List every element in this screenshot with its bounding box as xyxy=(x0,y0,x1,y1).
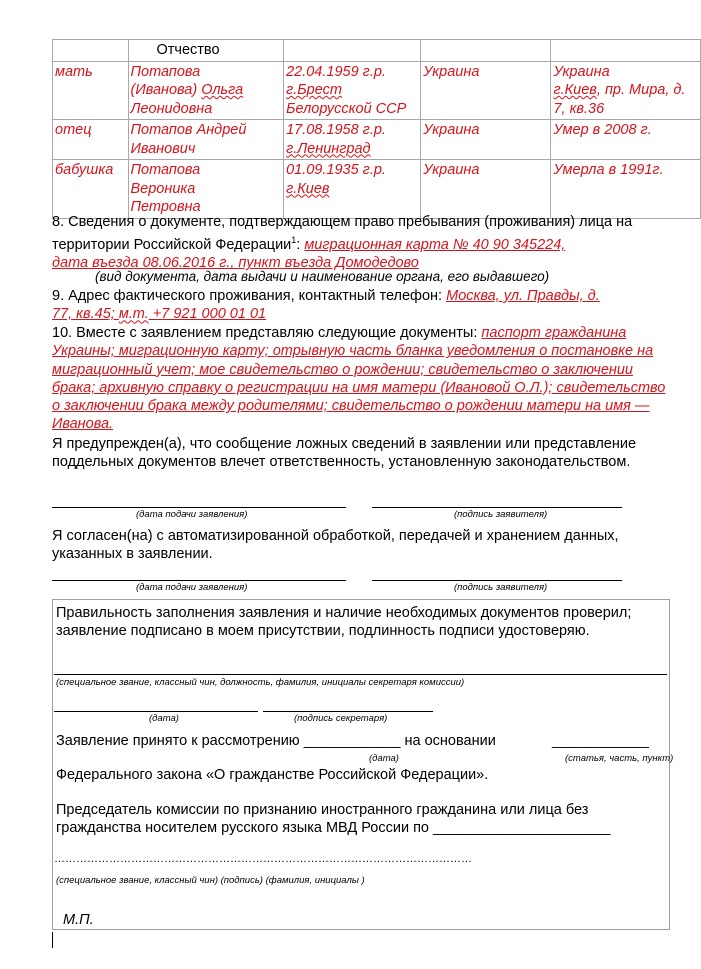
accepted-text: Заявление принято к рассмотрению ____________ на основании xyxy=(56,733,496,749)
address-line: 7, кв.36 xyxy=(553,100,605,117)
dob-line: 22.04.1959 г.р. xyxy=(286,63,386,80)
name-line: Потапова xyxy=(130,63,201,80)
stamp-place: М.П. xyxy=(63,912,94,928)
relation-cell: бабушка xyxy=(53,160,129,219)
accepted-blank: ____________ xyxy=(552,733,649,749)
colon: : xyxy=(296,237,305,254)
header-patronymic: Отчество xyxy=(128,40,284,62)
signature-line xyxy=(372,507,622,508)
section-9 xyxy=(52,287,692,324)
caption-date-small: (дата) xyxy=(369,753,399,764)
relation-cell: отец xyxy=(53,120,129,160)
caption-applicant-sign: (подпись заявителя) xyxy=(454,509,548,520)
caption-chair-details: (специальное звание, классный чин) (подпись) (фамилия, инициалы ) xyxy=(56,875,365,886)
section-8-hint: (вид документа, дата выдачи и наименование органа, его выдавшего) xyxy=(95,269,550,284)
dob-line: 17.08.1958 г.р. xyxy=(286,122,386,138)
caption-applicant-sign: (подпись заявителя) xyxy=(454,582,548,593)
chair-line: гражданства носителем русского языка МВД России по ______________________ xyxy=(56,820,611,837)
section-9-text: 9. Адрес фактического проживания, контактный телефон: xyxy=(52,288,447,304)
name-line: Иванович xyxy=(130,140,196,157)
dob-line: г.Киев xyxy=(286,180,330,197)
warning-text: Я предупрежден(а), что сообщение ложных сведений в заявлении или представление поддельных документов влечет ответственность, установленную законодательством. xyxy=(52,436,637,471)
name-line: (Иванова) xyxy=(130,82,202,98)
chair-line: Председатель комиссии по признанию иностранного гражданина или лица без xyxy=(56,802,589,818)
documents-list: паспорт гражданина Украины; миграционную карту; отрывную часть бланка уведомления о постановке на миграционный учет; мое свидетельство о рождении; свидетельство о заключении брака; архивную справку о регистрации на имя матери (Ивановой О.Л.); свидетельство о заключении брака между родителями; свидетельство о рождении матери на имя — Иванова. xyxy=(52,325,666,433)
date-line xyxy=(54,711,258,712)
name-line: Вероника xyxy=(130,180,196,197)
caption-secretary-sign: (подпись секретаря) xyxy=(294,713,388,724)
section-10 xyxy=(52,324,677,434)
dob-line: г.Ленинград xyxy=(286,140,371,157)
caption-article: (статья, часть, пункт) xyxy=(565,753,674,764)
name-cell xyxy=(128,160,284,219)
section-10-text: 10. Вместе с заявлением представляю следующие документы: xyxy=(52,325,482,341)
name-line: Петровна xyxy=(130,199,201,215)
citizenship-cell: Украина xyxy=(421,160,551,219)
residence-document-value: миграционная карта № 40 90 345224, xyxy=(304,237,566,254)
address-cell xyxy=(551,61,701,120)
relation-cell: мать xyxy=(53,61,129,120)
secretary-line xyxy=(54,674,667,675)
citizenship-cell: Украина xyxy=(421,61,551,120)
dob-line: г.Брест xyxy=(286,82,342,98)
date-line xyxy=(52,507,346,508)
section-8-text: 8. Сведения о документе, подтверждающем право пребывания (проживания) лица на территории Российской Федерации xyxy=(52,214,633,254)
dob-line: Белорусской ССР xyxy=(286,100,407,117)
caption-date-submit: (дата подачи заявления) xyxy=(136,582,248,593)
table-row xyxy=(53,160,701,219)
table-row xyxy=(53,61,701,120)
section-8 xyxy=(52,213,692,273)
dob-cell xyxy=(284,160,421,219)
address-value: Москва, ул. Правды, д. xyxy=(446,288,600,304)
entry-date-value: дата въезда 08.06.2016 г., пункт въезда Домодедово xyxy=(52,255,419,272)
name-line: Потапова xyxy=(130,162,201,178)
dob-cell xyxy=(284,120,421,160)
chair-text xyxy=(56,801,666,838)
name-cell xyxy=(128,120,284,160)
table-header-row xyxy=(53,40,701,62)
caption-date-submit: (дата подачи заявления) xyxy=(136,509,248,520)
name-cell xyxy=(128,61,284,120)
signature-line xyxy=(372,580,622,581)
law-text: Федерального закона «О гражданстве Российской Федерации». xyxy=(56,767,489,783)
address-line: г.Киев xyxy=(553,82,597,98)
name-line: Ольга xyxy=(201,82,244,98)
table-row xyxy=(53,120,701,160)
phone-prefix: м.т. xyxy=(118,306,149,323)
date-line xyxy=(52,580,346,581)
dob-line: 01.09.1935 г.р. xyxy=(286,162,386,178)
address-cell: Умер в 2008 г. xyxy=(551,120,701,160)
citizenship-cell: Украина xyxy=(421,120,551,160)
address-line: Украина xyxy=(553,63,610,80)
caption-secretary-details: (специальное звание, классный чин, должность, фамилия, инициалы секретаря комиссии) xyxy=(56,677,465,688)
check-text: Правильность заполнения заявления и наличие необходимых документов проверил; заявление подписано в моем присутствии, подлинность подписи удостоверяю. xyxy=(56,605,632,640)
phone-value: +7 921 000 01 01 xyxy=(148,306,267,323)
address-line: , пр. Мира, д. xyxy=(596,82,686,98)
dotted-line: …………………………………………………………………………………………………… xyxy=(54,853,472,865)
text-cursor xyxy=(52,932,53,948)
caption-date: (дата) xyxy=(149,713,179,724)
footnote-mark: 1 xyxy=(291,235,297,246)
signature-line xyxy=(263,711,433,712)
address-cell: Умерла в 1991г. xyxy=(551,160,701,219)
address-value: 77, кв.45; xyxy=(52,306,119,323)
consent-text: Я согласен(на) с автоматизированной обработкой, передачей и хранением данных, указанных в заявлении. xyxy=(52,528,619,563)
dob-cell xyxy=(284,61,421,120)
name-line: Леонидовна xyxy=(130,100,213,117)
name-line: Потапов Андрей xyxy=(130,122,247,138)
relatives-table xyxy=(52,39,701,219)
accepted-line xyxy=(56,732,656,750)
